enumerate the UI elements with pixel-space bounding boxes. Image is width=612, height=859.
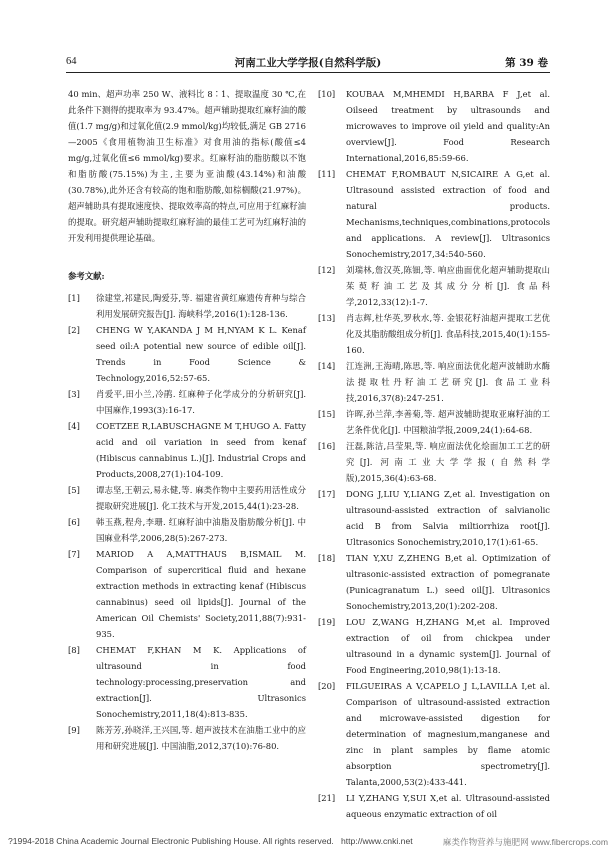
reference-number: [9]: [68, 725, 80, 735]
reference-item: [318, 550, 550, 614]
reference-item: [318, 262, 550, 310]
reference-text: 韩玉燕,程舟,李珊. 红麻籽油中油脂及脂肪酸分析[J]. 中国麻业科学,2006,28(5):267-273.: [96, 517, 306, 543]
reference-item: [318, 86, 550, 166]
reference-number: [18]: [318, 553, 336, 563]
reference-number: [19]: [318, 617, 336, 627]
reference-number: [21]: [318, 793, 336, 803]
reference-number: [17]: [318, 489, 336, 499]
reference-item: [68, 722, 306, 754]
reference-text: 徐建堂,祁建民,陶爱芬,等. 福建省黄红麻遗传育种与综合利用发展研究报告[J]. 海峡科学,2016(1):128-136.: [96, 293, 306, 319]
reference-number: [8]: [68, 645, 80, 655]
reference-text: CHENG W Y,AKANDA J M H,NYAM K L. Kenaf seed oil:A potential new source of edible oil[J]. Trends in Food Science & Technology,2016,52:57-65.: [96, 325, 306, 383]
reference-item: [318, 614, 550, 678]
footer-url[interactable]: http://www.cnki.net: [340, 836, 413, 846]
reference-number: [16]: [318, 441, 336, 451]
reference-text: CHEMAT F,ROMBAUT N,SICAIRE A G,et al. Ultrasound assisted extraction of food and natural products. Mechanisms,techniques,combinations,protocols and applications. A review[J]. Ultrasonics Sonochemistry,2017,34:540-560.: [346, 169, 551, 259]
reference-item: [318, 406, 550, 438]
reference-text: 谭志坚,王朝云,易永健,等. 麻类作物中主要药用活性成分提取研究进展[J]. 化工技术与开发,2015,44(1):23-28.: [96, 485, 306, 511]
reference-number: [11]: [318, 169, 336, 179]
right-column: [318, 86, 550, 822]
reference-item: [68, 386, 306, 418]
reference-item: [318, 790, 550, 822]
reference-item: [318, 358, 550, 406]
page-number: 64: [66, 56, 77, 67]
reference-text: 肖志辉,杜华英,罗秋水,等. 金银花籽油超声提取工艺优化及其脂肪酸组成分析[J]. 食品科技,2015,40(1):155-160.: [346, 313, 550, 355]
volume-label: 第 39 卷: [505, 57, 548, 69]
reference-number: [5]: [68, 485, 80, 495]
reference-text: LI Y,ZHANG Y,SUI X,et al. Ultrasound-assisted aqueous enzymatic extraction of oil: [346, 793, 550, 819]
reference-number: [4]: [68, 421, 80, 431]
reference-text: FILGUEIRAS A V,CAPELO J L,LAVILLA I,et al. Comparison of ultrasound-assisted extraction and microwave-assisted digestion for determination of magnesium,manganese and zinc in plant samples by flame atomic absorption spectrometry[J]. Talanta,2000,53(2):433-441.: [346, 681, 550, 787]
reference-text: COETZEE R,LABUSCHAGNE M T,HUGO A. Fatty acid and oil variation in seed from kenaf (Hibiscus cannabinus L.)[J]. Industrial Crops and Products,2008,27(1):104-109.: [96, 421, 306, 479]
reference-item: [68, 418, 306, 482]
reference-item: [318, 486, 550, 550]
reference-item: [68, 642, 306, 722]
reference-number: [3]: [68, 389, 80, 399]
reference-item: [318, 438, 550, 486]
running-header: [66, 54, 550, 73]
reference-text: DONG J,LIU Y,LIANG Z,et al. Investigation on ultrasound-assisted extraction of salvianolic acid B from Salvia miltiorrhiza root[J]. Ultrasonics Sonochemistry,2010,17(1):61-65.: [346, 489, 550, 547]
reference-number: [15]: [318, 409, 336, 419]
journal-title: 河南工业大学学报(自然科学版): [234, 57, 382, 69]
reference-number: [2]: [68, 325, 80, 335]
reference-item: [318, 310, 550, 358]
references-heading: 参考文献:: [68, 271, 105, 281]
reference-text: 陈芳芳,孙晓洋,王兴国,等. 超声波技术在油脂工业中的应用和研究进展[J]. 中国油脂,2012,37(10):76-80.: [96, 725, 306, 751]
reference-number: [7]: [68, 549, 80, 559]
reference-number: [13]: [318, 313, 336, 323]
references-list-right: [318, 86, 550, 822]
reference-text: 许晖,孙兰萍,李善菊,等. 超声波辅助提取亚麻籽油的工艺条件优化[J]. 中国粮油学报,2009,24(1):64-68.: [346, 409, 550, 435]
reference-text: 肖爱平,田小兰,冷鹃. 红麻种子化学成分的分析研究[J]. 中国麻作,1993(3):16-17.: [96, 389, 306, 415]
reference-item: [68, 290, 306, 322]
reference-number: [1]: [68, 293, 80, 303]
conclusion-paragraph: 40 min、超声功率 250 W、液料比 8∶1、提取温度 30 ℃,在此条件下测得的提取率为 93.47%。超声辅助提取红麻籽油的酸值(1.7 mg/g)和过氧化值(2.9 mmol/kg)均较低,满足 GB 2716—2005《食用植物油卫生标准》对食用油的指标(酸值≤4 mg/g,过氧化值≤6 mmol/kg)要求。红麻籽油的脂肪酸以不饱和脂肪酸(75.15%)为主,主要为亚油酸(43.14%)和油酸(30.78%),此外还含有较高的饱和脂肪酸,如棕榈酸(21.97%)。超声辅助具有提取速度快、提取效率高的特点,可应用于红麻籽油的提取。研究超声辅助提取红麻籽油的最佳工艺可为红麻籽油的开发利用提供理论基础。: [68, 89, 306, 243]
reference-text: 刘瑞林,詹汉英,陈钿,等. 响应曲面优化超声辅助提取山茱萸籽油工艺及其成分分析[J]. 食品科学,2012,33(12):1-7.: [346, 265, 550, 307]
reference-text: 汪磊,陈洁,吕莹果,等. 响应面法优化烩面加工工艺的研究[J]. 河南工业大学学报(自然科学版),2015,36(4):63-68.: [346, 441, 550, 483]
reference-text: LOU Z,WANG H,ZHANG M,et al. Improved extraction of oil from chickpea under ultrasound in a dynamic system[J]. Journal of Food Engineering,2010,98(1):13-18.: [346, 617, 550, 675]
reference-text: KOUBAA M,MHEMDI H,BARBA F J,et al. Oilseed treatment by ultrasounds and microwaves to improve oil yield and quality:An overview[J]. Food Research International,2016,85:59-66.: [346, 89, 550, 163]
reference-item: [68, 322, 306, 386]
reference-item: [318, 678, 550, 790]
reference-text: MARIOD A A,MATTHAUS B,ISMAIL M. Comparison of supercritical fluid and hexane extraction methods in extracting kenaf (Hibiscus cannabinus) seed oil lipids[J]. Journal of the American Oil Chemists' Society,2011,88(7):931-935.: [96, 549, 306, 639]
reference-number: [14]: [318, 361, 336, 371]
footer-watermark: 麻类作物营养与施肥网 www.fibercrops.com: [442, 837, 608, 847]
reference-number: [20]: [318, 681, 336, 691]
reference-number: [10]: [318, 89, 336, 99]
reference-text: CHEMAT F,KHAN M K. Applications of ultrasound in food technology:processing,preservation and extraction[J]. Ultrasonics Sonochemistry,2011,18(4):813-835.: [96, 645, 306, 719]
references-list-left: [68, 290, 306, 754]
reference-text: 江连洲,王海晴,陈思,等. 响应面法优化超声波辅助水酶法提取牡丹籽油工艺研究[J]. 食品工业科技,2016,37(8):247-251.: [346, 361, 550, 403]
reference-item: [68, 546, 306, 642]
left-column: [68, 86, 306, 754]
reference-number: [6]: [68, 517, 80, 527]
reference-item: [68, 514, 306, 546]
reference-number: [12]: [318, 265, 336, 275]
reference-item: [68, 482, 306, 514]
reference-text: TIAN Y,XU Z,ZHENG B,et al. Optimization of ultrasonic-assisted extraction of pomegranate (Punicagranatum L.) seed oil[J]. Ultrasonics Sonochemistry,2013,20(1):202-208.: [346, 553, 550, 611]
reference-item: [318, 166, 550, 262]
footer-copyright: ?1994-2018 China Academic Journal Electronic Publishing House. All rights reserved. http://www.cnki.net: [8, 836, 413, 846]
